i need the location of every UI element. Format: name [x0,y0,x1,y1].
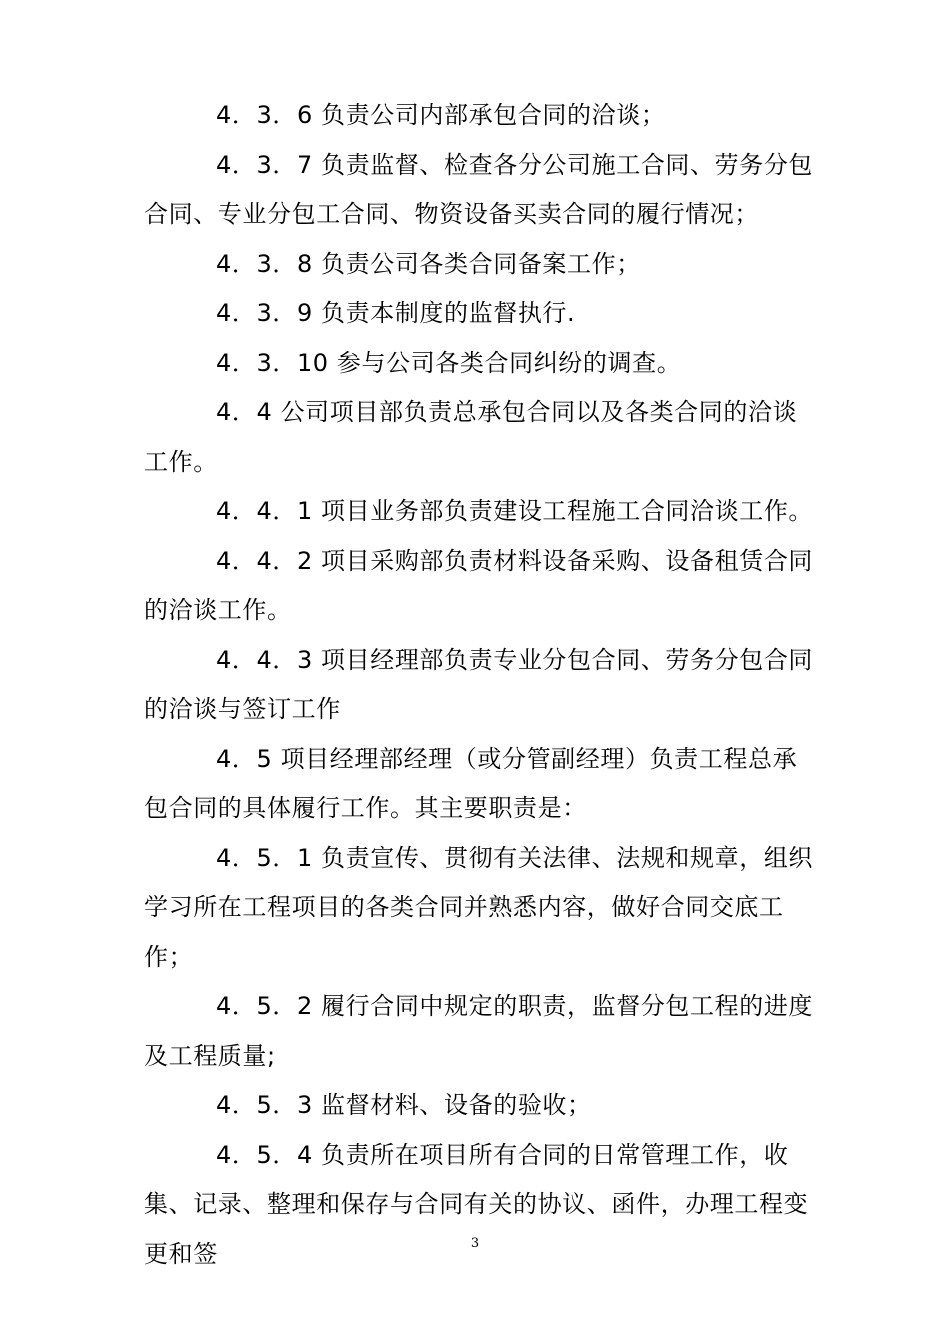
paragraph-4-5: 4．5 项目经理部经理（或分管副经理）负责工程总承包合同的具体履行工作。其主要职责是： [144,744,798,822]
paragraph-4-3-7: 4．3．7 负责监督、检查各分公司施工合同、劳务分包合同、专业分包工合同、物资设备买卖合同的履行情况； [144,150,814,228]
paragraph-4-5-2: 4．5．2 履行合同中规定的职责，监督分包工程的进度及工程质量; [144,992,814,1070]
paragraph-4-4: 4．4 公司项目部负责总承包合同以及各类合同的洽谈工作。 [144,398,798,476]
page-number: 3 [470,1236,480,1251]
paragraph-4-4-1: 4．4．1 项目业务部负责建设工程施工合同洽谈工作。 [216,497,814,525]
paragraph-4-4-2: 4．4．2 项目采购部负责材料设备采购、设备租赁合同的洽谈工作。 [144,546,814,624]
paragraph-4-5-1: 4．5．1 负责宣传、贯彻有关法律、法规和规章，组织学习所在工程项目的各类合同并熟悉内容，做好合同交底工作； [144,843,814,971]
paragraph-4-3-8: 4．3．8 负责公司各类合同备案工作； [216,249,641,278]
paragraph-4-3-6: 4．3．6 负责公司内部承包合同的洽谈； [216,101,666,129]
paragraph-4-5-3: 4．5．3 监督材料、设备的验收； [216,1091,592,1119]
document-body [144,91,816,1279]
paragraph-4-4-3: 4．4．3 项目经理部负责专业分包合同、劳务分包合同的洽谈与签订工作 [144,645,814,723]
paragraph-4-3-9: 4．3．9 负责本制度的监督执行. [216,299,576,327]
paragraph-4-3-10: 4．3．10 参与公司各类合同纠纷的调查。 [216,348,682,377]
paragraph-4-5-4: 4．5．4 负责所在项目所有合同的日常管理工作，收集、记录、整理和保存与合同有关的协议、函件，办理工程变更和签 [144,1140,809,1268]
